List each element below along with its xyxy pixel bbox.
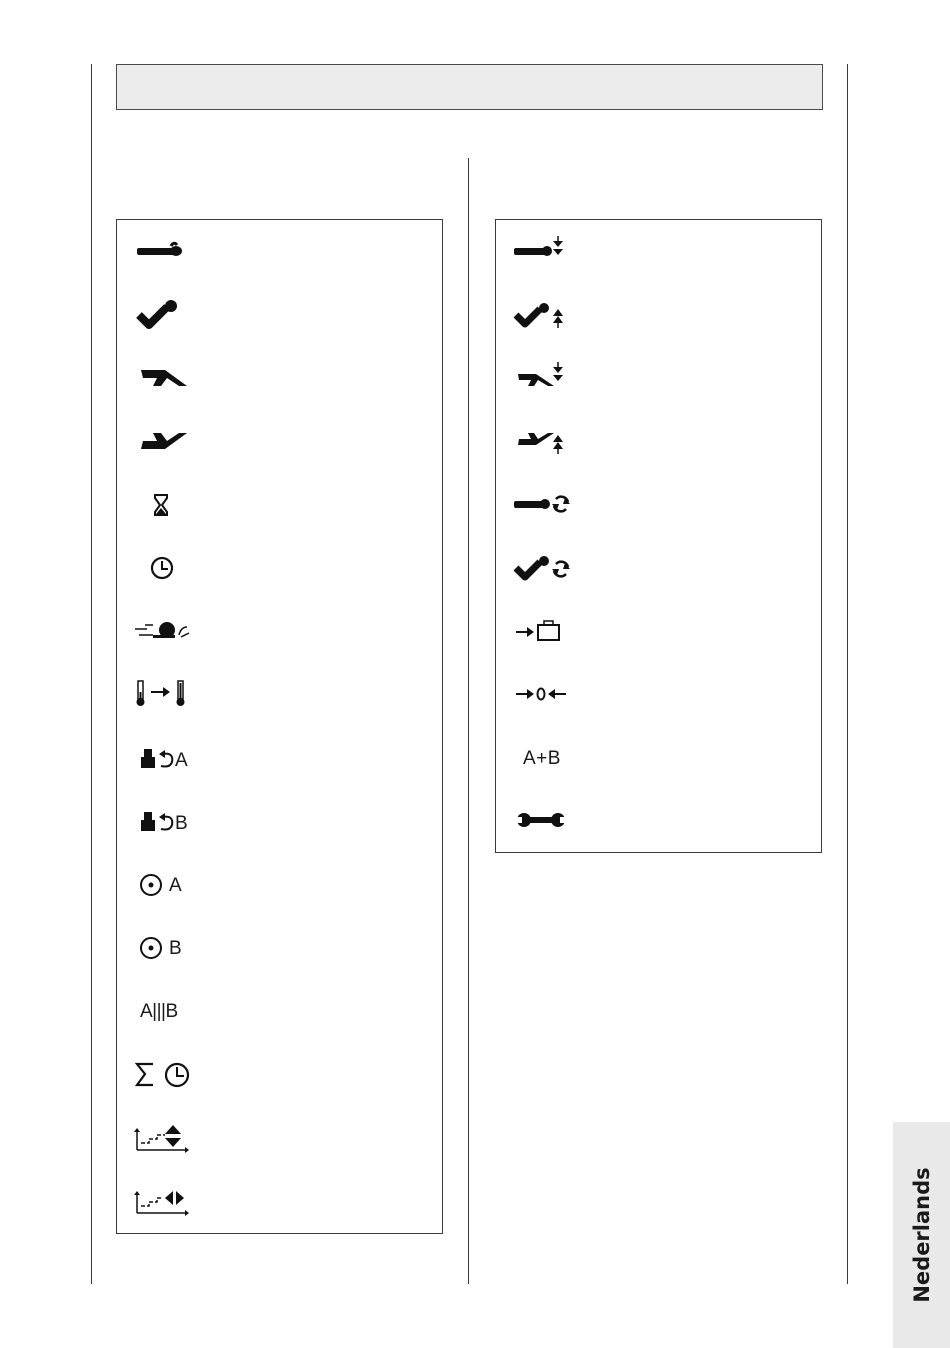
symbol-row [131, 927, 211, 967]
clock-icon [131, 548, 211, 588]
arrows-to-zero-icon [510, 674, 590, 714]
weight-return-icon [131, 801, 211, 841]
symbol-row [131, 1180, 211, 1220]
symbol-row [510, 674, 590, 714]
hand-down-icon [131, 358, 211, 398]
arm-bent-icon [131, 295, 211, 335]
hand-up-icon [131, 421, 211, 461]
symbol-row [131, 358, 211, 398]
temperature-transfer-icon [131, 674, 211, 714]
symbol-label: B [175, 813, 189, 834]
symbol-row [131, 991, 211, 1031]
symbol-row [131, 674, 211, 714]
symbol-row [131, 295, 211, 335]
symbol-row [510, 548, 590, 588]
symbol-row [510, 611, 590, 651]
left-margin-line [91, 64, 92, 1284]
sum-clock-icon [131, 1054, 211, 1094]
symbol-row [510, 232, 590, 272]
symbol-label: A [169, 875, 183, 896]
arrow-into-box-icon [510, 611, 590, 651]
hand-up-arrows-icon [510, 421, 590, 461]
steps-horizontal-icon [131, 1180, 211, 1220]
a-plus-b-symbol: A+B [523, 748, 561, 769]
symbol-row [131, 232, 211, 272]
symbol-row [131, 738, 211, 778]
section-header-bar [116, 64, 823, 110]
wrench-icon [510, 801, 590, 841]
symbol-row [131, 548, 211, 588]
symbol-label: B [169, 938, 183, 959]
center-divider-line [468, 158, 469, 1284]
symbol-row [131, 611, 211, 651]
hourglass-icon [131, 485, 211, 525]
symbol-row [131, 485, 211, 525]
arm-bent-up-icon [510, 295, 590, 335]
arm-extended-down-icon [510, 232, 590, 272]
symbol-row [131, 864, 211, 904]
language-tab [893, 1122, 950, 1348]
right-margin-line [847, 64, 848, 1284]
steps-vertical-icon [131, 1117, 211, 1157]
hand-down-arrows-icon [510, 358, 590, 398]
arm-extended-rotate-icon [510, 485, 590, 525]
right-symbol-table [495, 219, 822, 853]
symbol-row [510, 738, 590, 778]
symbol-row [510, 801, 590, 841]
symbol-row [510, 295, 590, 335]
symbol-row [510, 358, 590, 398]
symbol-row [131, 1117, 211, 1157]
a-parallel-b-symbol: A|||B [140, 1001, 178, 1022]
left-symbol-table [116, 219, 443, 1234]
symbol-row [131, 421, 211, 461]
symbol-row [510, 421, 590, 461]
symbol-row [131, 1054, 211, 1094]
symbol-row [510, 485, 590, 525]
arm-extended-icon [131, 232, 211, 272]
language-tab-label: Nederlands [909, 1167, 934, 1303]
fast-motion-icon [131, 611, 211, 651]
symbol-row [131, 801, 211, 841]
weight-return-icon [131, 738, 211, 778]
arm-bent-rotate-icon [510, 548, 590, 588]
symbol-label: A [175, 750, 189, 771]
